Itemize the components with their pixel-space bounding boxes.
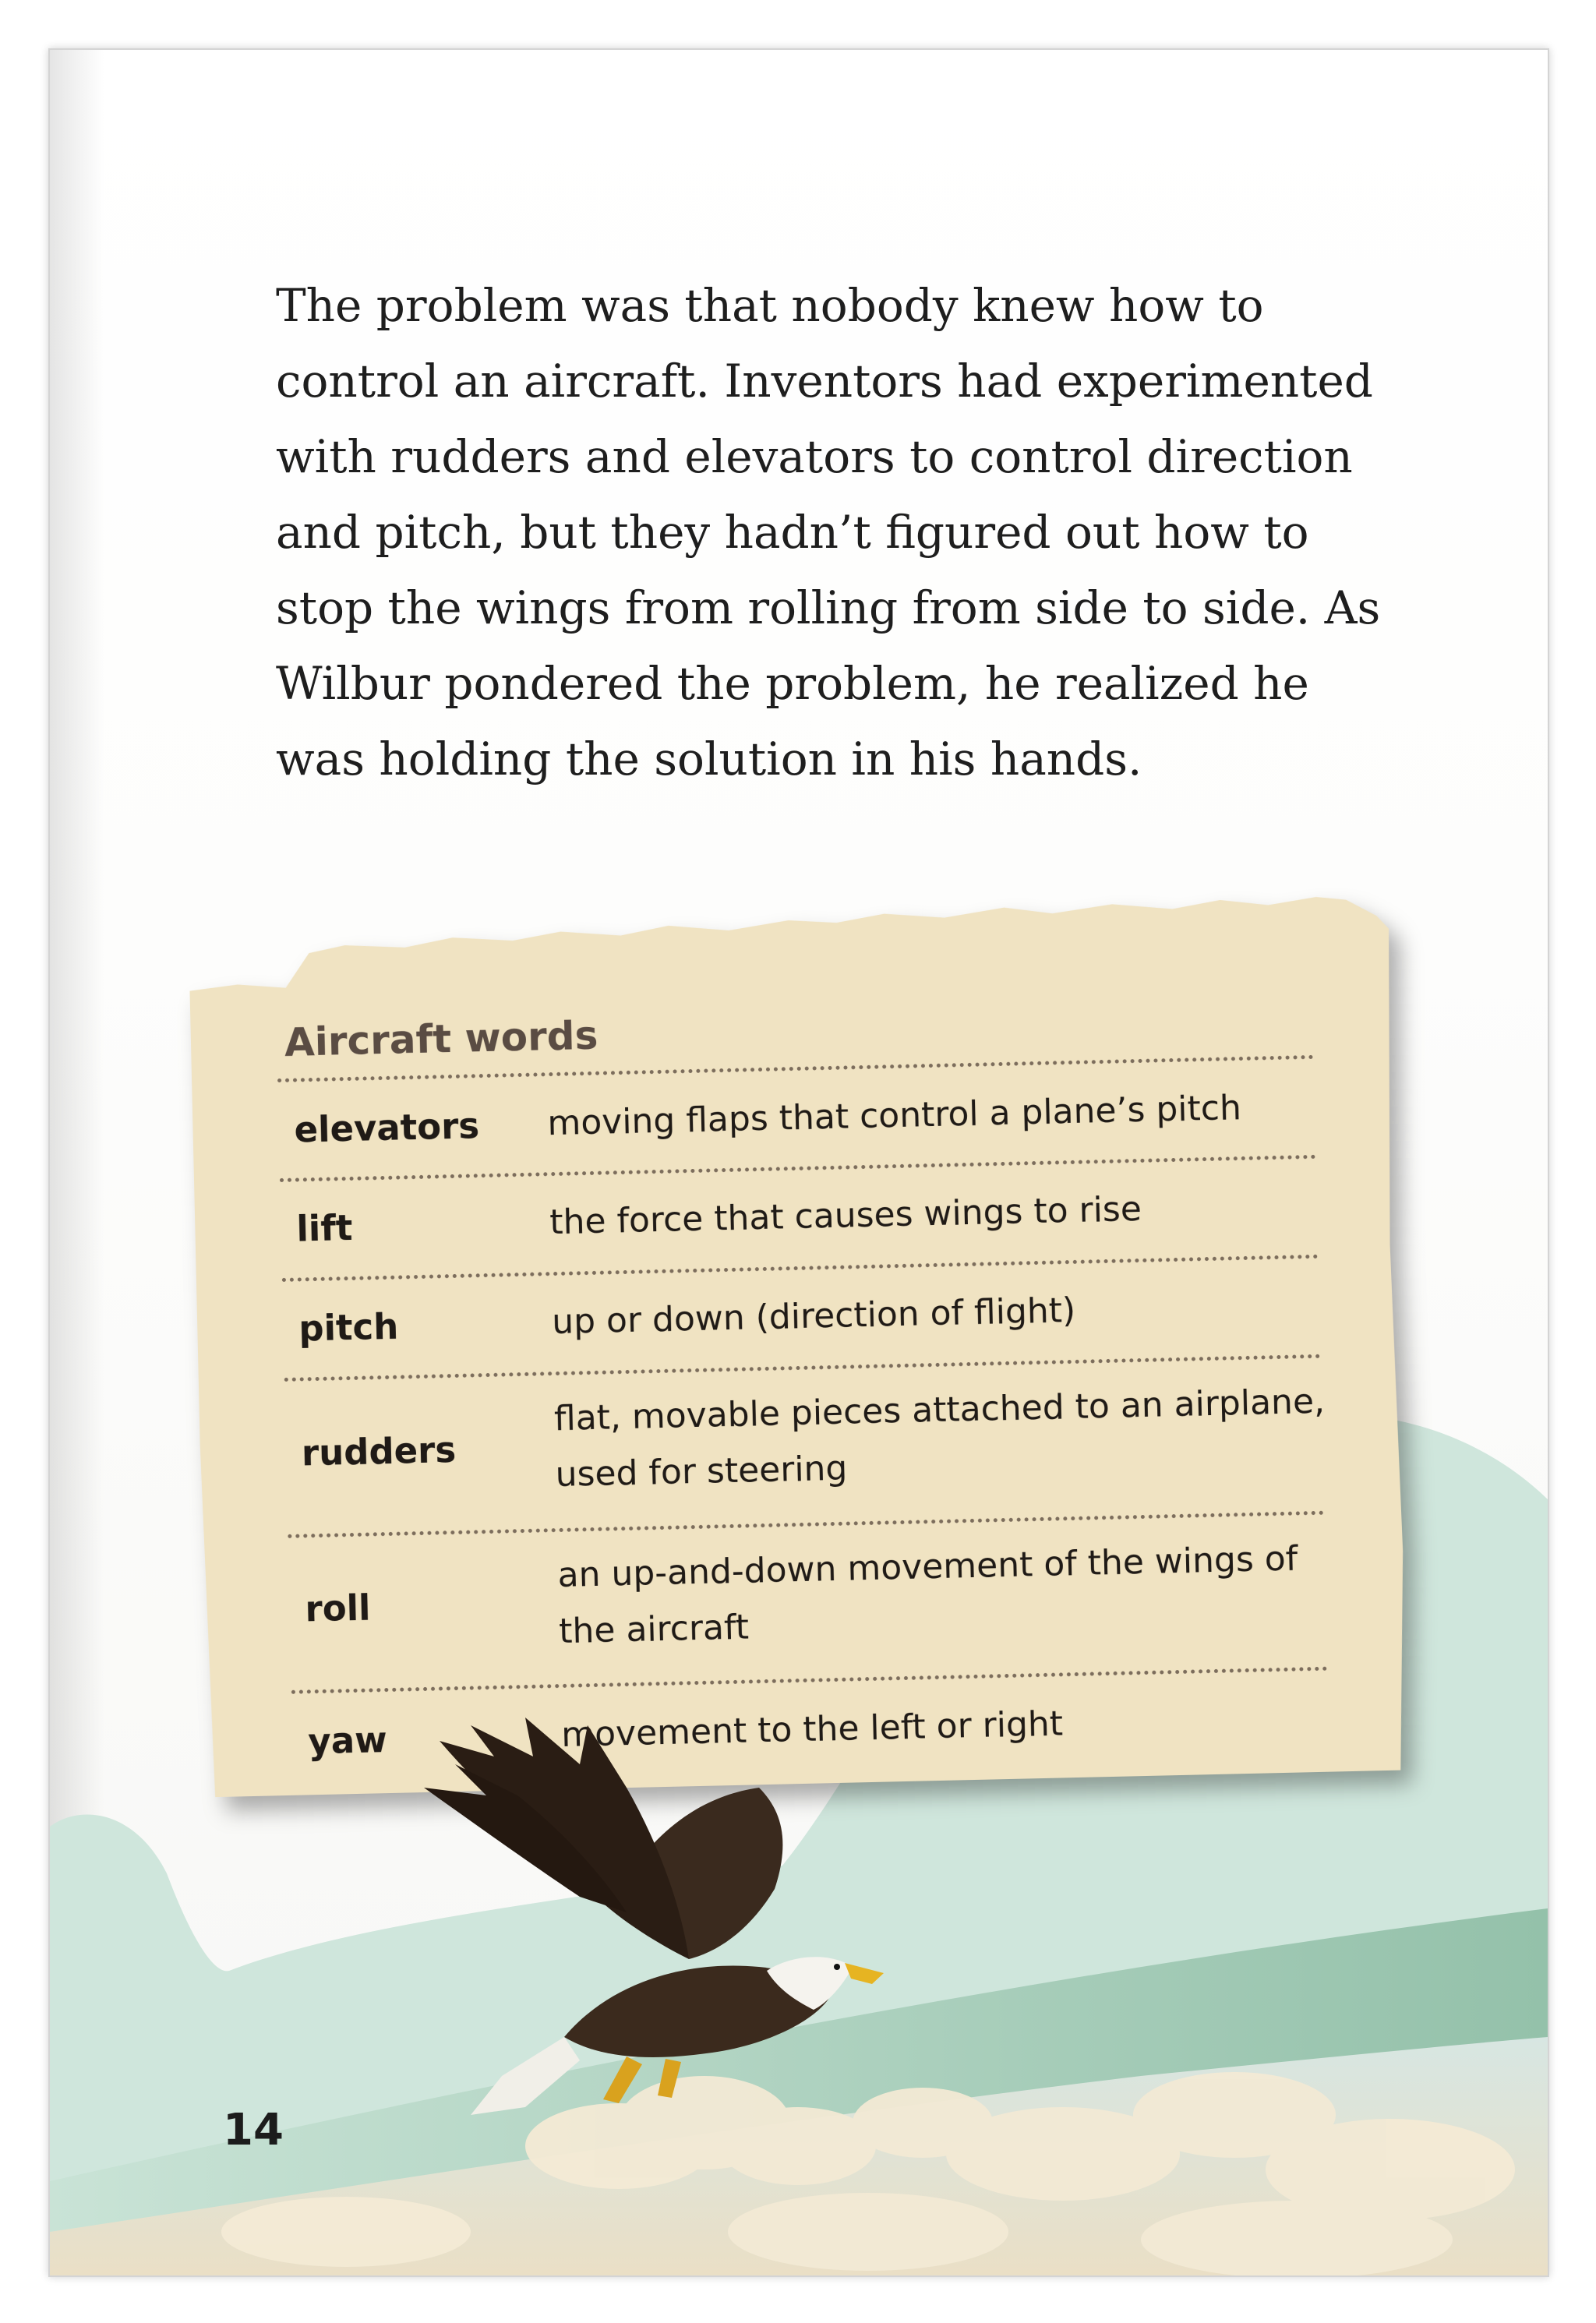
definition-pitch: up or down (direction of flight) bbox=[551, 1290, 1076, 1343]
glossary-title: Aircraft words bbox=[284, 1012, 598, 1065]
term-rudders: rudders bbox=[301, 1428, 457, 1474]
term-elevators: elevators bbox=[293, 1105, 480, 1151]
term-lift: lift bbox=[295, 1206, 353, 1250]
page-number: 14 bbox=[223, 2105, 284, 2155]
definition-rudders: flat, movable pieces attached to an airplane, used for steering bbox=[553, 1381, 1326, 1495]
definition-elevators: moving flaps that control a plane’s pitch bbox=[546, 1088, 1242, 1144]
term-yaw: yaw bbox=[307, 1719, 388, 1763]
bald-eagle-icon bbox=[424, 1710, 923, 2177]
definition-roll: an up-and-down movement of the wings of the aircraft bbox=[557, 1538, 1298, 1652]
term-roll: roll bbox=[304, 1587, 372, 1630]
definition-yaw: movement to the left or right bbox=[560, 1703, 1064, 1756]
book-page bbox=[48, 48, 1549, 2277]
glossary-card bbox=[188, 894, 1407, 1798]
definition-lift: the force that causes wings to rise bbox=[549, 1188, 1142, 1243]
term-pitch: pitch bbox=[298, 1305, 399, 1350]
body-paragraph: The problem was that nobody knew how to control an aircraft. Inventors had experimented with rudders and elevators to control direction and pitch, but they hadn’t figured out how to stop the wings from rolling from side to side. As Wilbur pondered the problem, he realized he was holding the solution in his hands. bbox=[276, 279, 1381, 786]
